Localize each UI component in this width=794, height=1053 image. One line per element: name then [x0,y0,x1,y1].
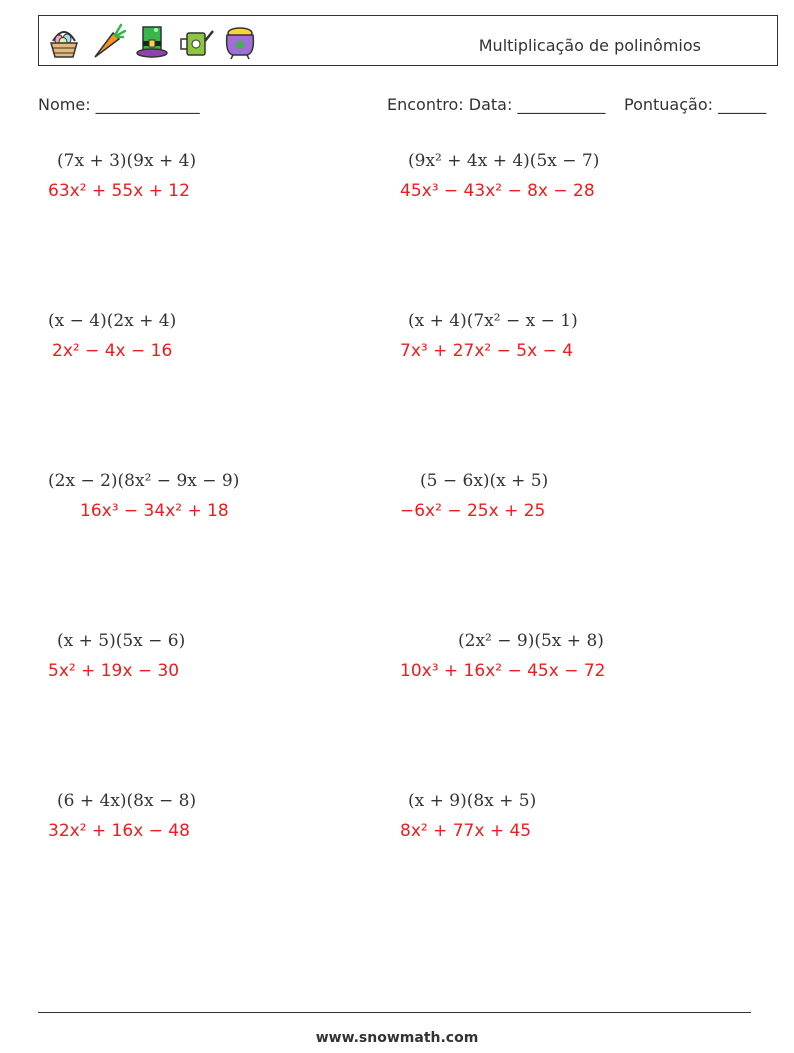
problem-2-expression: (9x² + 4x + 4)(5x − 7) [408,151,600,171]
problem-3-answer: 2x² − 4x − 16 [52,341,173,361]
leprechaun-hat-icon [133,21,171,61]
problem-3-expression: (x − 4)(2x + 4) [48,311,177,331]
problem-7-expression: (x + 5)(5x − 6) [57,631,186,651]
problem-7-answer: 5x² + 19x − 30 [48,661,180,681]
problem-2-answer: 45x³ − 43x² − 8x − 28 [400,181,595,201]
footer-website: www.snowmath.com [315,1030,479,1046]
problem-8-answer: 10x³ + 16x² − 45x − 72 [400,661,606,681]
problem-4-expression: (x + 4)(7x² − x − 1) [408,311,578,331]
problem-4-answer: 7x³ + 27x² − 5x − 4 [400,341,574,361]
problem-6-answer: −6x² − 25x + 25 [400,501,546,521]
pot-of-gold-icon [221,21,259,61]
worksheet-header [38,15,778,66]
carrot-icon [89,21,127,61]
watering-can-icon [177,21,215,61]
footer-divider [38,1012,751,1013]
meeting-date-field: Encontro: Data: ___________ [387,95,606,114]
problem-1-answer: 63x² + 55x + 12 [48,181,190,201]
basket-with-eggs-icon [45,21,83,61]
score-field: Pontuação: ______ [624,95,767,114]
name-field: Nome: _____________ [38,95,200,114]
problem-5-answer: 16x³ − 34x² + 18 [80,501,229,521]
worksheet-title: Multiplicação de polinômios [478,36,701,55]
problem-10-answer: 8x² + 77x + 45 [400,821,532,841]
problem-8-expression: (2x² − 9)(5x + 8) [458,631,604,651]
problem-9-answer: 32x² + 16x − 48 [48,821,190,841]
problem-10-expression: (x + 9)(8x + 5) [408,791,537,811]
problem-5-expression: (2x − 2)(8x² − 9x − 9) [48,471,240,491]
problem-6-expression: (5 − 6x)(x + 5) [420,471,549,491]
icon-strip [45,21,259,61]
problem-9-expression: (6 + 4x)(8x − 8) [57,791,197,811]
problem-1-expression: (7x + 3)(9x + 4) [57,151,197,171]
